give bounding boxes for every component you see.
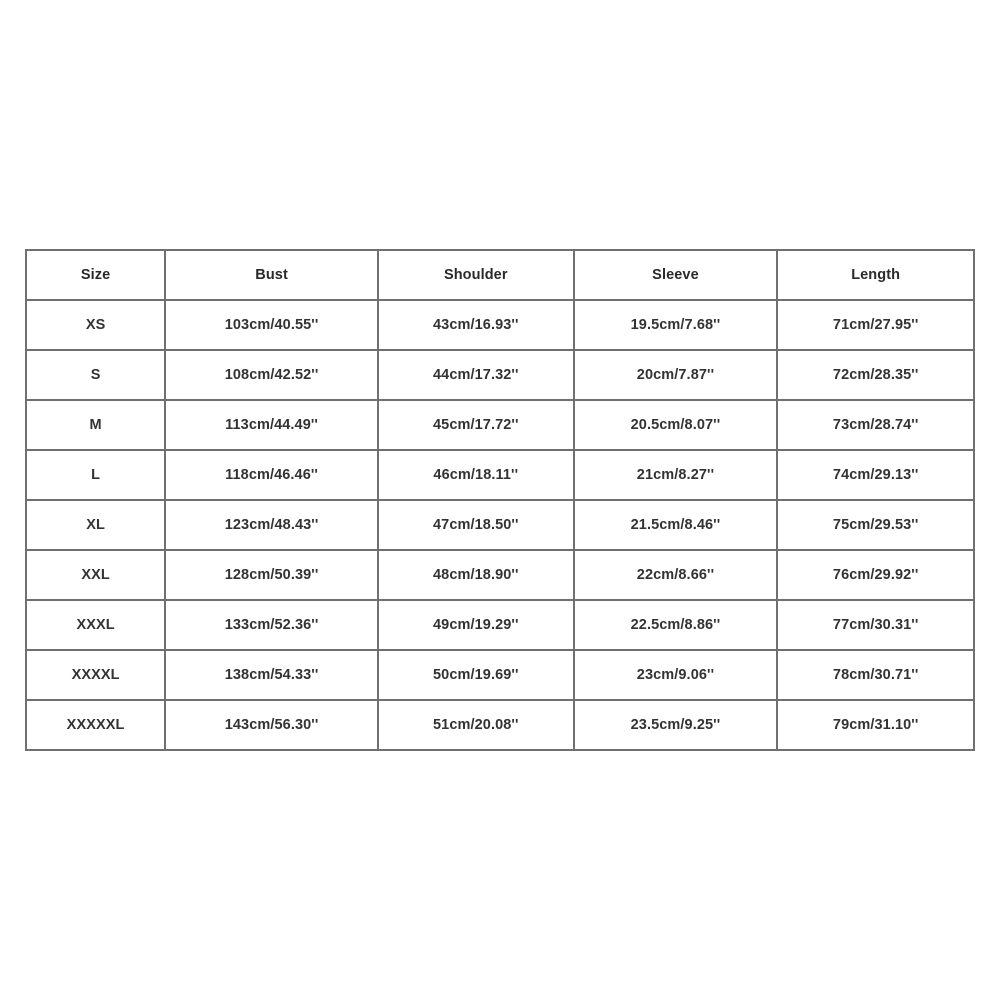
size-cell: S: [27, 351, 166, 401]
bust-cell: 128cm/50.39'': [166, 551, 379, 601]
bust-cell: 113cm/44.49'': [166, 401, 379, 451]
bust-cell: 108cm/42.52'': [166, 351, 379, 401]
size-cell: L: [27, 451, 166, 501]
header-length: Length: [778, 251, 975, 301]
bust-cell: 133cm/52.36'': [166, 601, 379, 651]
size-cell: M: [27, 401, 166, 451]
bust-cell: 118cm/46.46'': [166, 451, 379, 501]
length-cell: 74cm/29.13'': [778, 451, 975, 501]
table-row: [27, 651, 975, 701]
size-cell: XXXXL: [27, 651, 166, 701]
shoulder-cell: 46cm/18.11'': [379, 451, 575, 501]
table-row: [27, 701, 975, 751]
header-bust: Bust: [166, 251, 379, 301]
sleeve-cell: 21.5cm/8.46'': [575, 501, 779, 551]
size-cell: XS: [27, 301, 166, 351]
size-cell: XXXL: [27, 601, 166, 651]
table-row: [27, 601, 975, 651]
sleeve-cell: 22.5cm/8.86'': [575, 601, 779, 651]
sleeve-cell: 23cm/9.06'': [575, 651, 779, 701]
bust-cell: 143cm/56.30'': [166, 701, 379, 751]
size-chart-body: [27, 301, 975, 751]
shoulder-cell: 50cm/19.69'': [379, 651, 575, 701]
shoulder-cell: 44cm/17.32'': [379, 351, 575, 401]
size-chart-table: [25, 249, 975, 751]
shoulder-cell: 51cm/20.08'': [379, 701, 575, 751]
table-row: [27, 301, 975, 351]
size-cell: XXL: [27, 551, 166, 601]
shoulder-cell: 49cm/19.29'': [379, 601, 575, 651]
header-shoulder: Shoulder: [379, 251, 575, 301]
sleeve-cell: 19.5cm/7.68'': [575, 301, 779, 351]
table-row: [27, 401, 975, 451]
header-size: Size: [27, 251, 166, 301]
table-header-row: [27, 251, 975, 301]
sleeve-cell: 20.5cm/8.07'': [575, 401, 779, 451]
length-cell: 73cm/28.74'': [778, 401, 975, 451]
length-cell: 76cm/29.92'': [778, 551, 975, 601]
length-cell: 77cm/30.31'': [778, 601, 975, 651]
table-row: [27, 451, 975, 501]
shoulder-cell: 45cm/17.72'': [379, 401, 575, 451]
bust-cell: 103cm/40.55'': [166, 301, 379, 351]
length-cell: 78cm/30.71'': [778, 651, 975, 701]
table-row: [27, 551, 975, 601]
sleeve-cell: 23.5cm/9.25'': [575, 701, 779, 751]
table-row: [27, 501, 975, 551]
sleeve-cell: 20cm/7.87'': [575, 351, 779, 401]
length-cell: 79cm/31.10'': [778, 701, 975, 751]
size-cell: XXXXXL: [27, 701, 166, 751]
table-row: [27, 351, 975, 401]
length-cell: 75cm/29.53'': [778, 501, 975, 551]
bust-cell: 138cm/54.33'': [166, 651, 379, 701]
header-sleeve: Sleeve: [575, 251, 779, 301]
length-cell: 72cm/28.35'': [778, 351, 975, 401]
length-cell: 71cm/27.95'': [778, 301, 975, 351]
bust-cell: 123cm/48.43'': [166, 501, 379, 551]
shoulder-cell: 47cm/18.50'': [379, 501, 575, 551]
sleeve-cell: 22cm/8.66'': [575, 551, 779, 601]
shoulder-cell: 43cm/16.93'': [379, 301, 575, 351]
shoulder-cell: 48cm/18.90'': [379, 551, 575, 601]
size-cell: XL: [27, 501, 166, 551]
sleeve-cell: 21cm/8.27'': [575, 451, 779, 501]
